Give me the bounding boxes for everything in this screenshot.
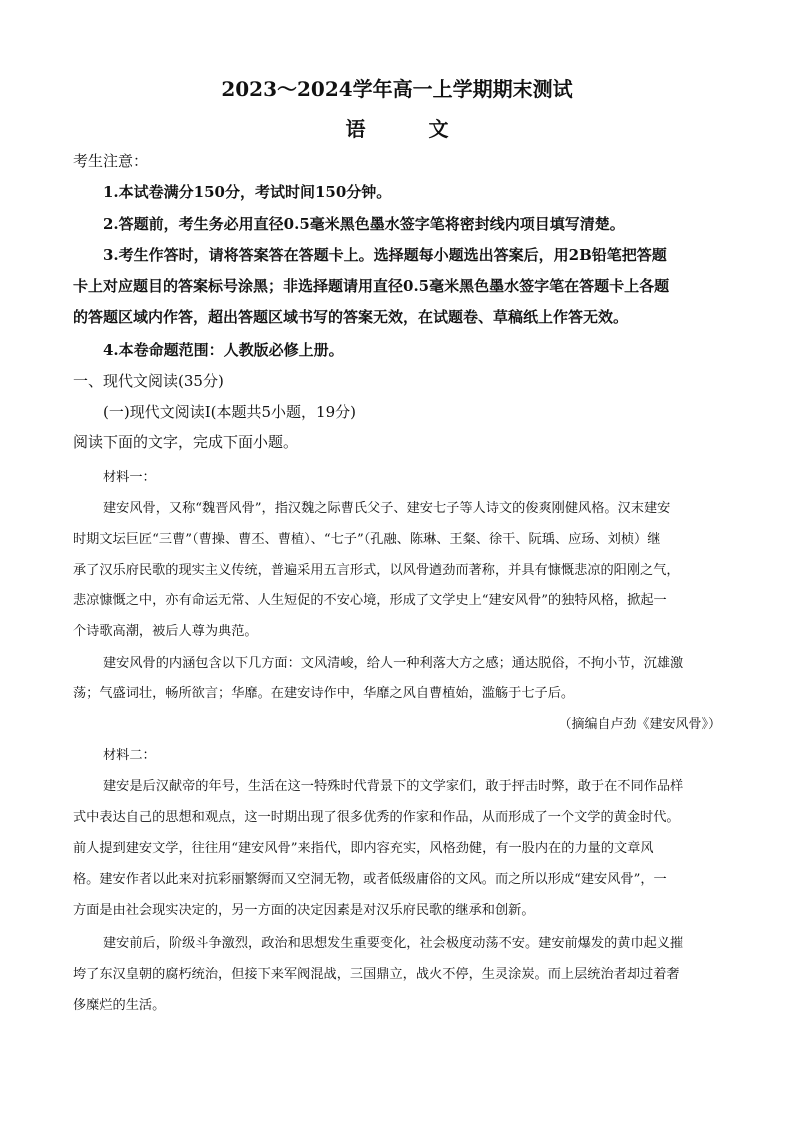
- material1-label: 材料一：: [103, 470, 156, 485]
- material1-source: （摘编自卢劲《建安风骨》）: [558, 717, 721, 732]
- reading-instruction: 阅读下面的文字，完成下面小题。: [73, 433, 299, 451]
- material2-line: 建安是后汉献帝的年号，生活在这一特殊时代背景下的文学家们，敢于抨击时弊，敢于在不同作品样: [103, 779, 684, 794]
- material1-line: 时期文坛巨匠“三曹”（曹操、曹丕、曹植）、“七子”（孔融、陈琳、王粲、徐干、阮瑀、应玚、刘桢）继: [73, 532, 661, 547]
- material1-line: 荡；气盛词壮，畅所欲言；华靡。在建安诗作中，华靡之风自曹植始，滥觞于七子后。: [73, 686, 575, 701]
- notes-item: 1.本试卷满分150分，考试时间150分钟。: [103, 183, 392, 201]
- notes-item: 3.考生作答时，请将答案答在答题卡上。选择题每小题选出答案后，用2B铅笔把答题: [103, 246, 667, 264]
- material1-line: 建安风骨，又称“魏晋风骨”，指汉魏之际曹氏父子、建安七子等人诗文的俊爽刚健风格。汉末建安: [103, 501, 671, 516]
- material1-line: 建安风骨的内涵包含以下几方面：文风清峻，给人一种利落大方之感；通达脱俗，不拘小节，沉雄激: [103, 656, 684, 671]
- material2-label: 材料二：: [103, 748, 156, 763]
- notes-item: 卡上对应题目的答案标号涂黑；非选择题请用直径0.5毫米黑色墨水签字笔在答题卡上各题: [73, 277, 670, 295]
- material2-line: 格。建安作者以此来对抗彩丽繁缛而又空洞无物，或者低级庸俗的文风。而之所以形成“建安风骨”，一: [73, 872, 667, 887]
- material2-line: 垮了东汉皇朝的腐朽统治，但接下来军阀混战，三国鼎立，战火不停，生灵涂炭。而上层统治者却过着奢: [73, 967, 680, 982]
- material2-line: 方面是由社会现实决定的，另一方面的决定因素是对汉乐府民歌的继承和创新。: [73, 903, 535, 918]
- material2-line: 侈糜烂的生活。: [73, 998, 166, 1013]
- notes-heading: 考生注意：: [73, 152, 149, 170]
- material2-line: 前人提到建安文学，往往用“建安风骨”来指代，即内容充实，风格劲健，有一股内在的力量的文章风: [73, 841, 654, 856]
- exam-title: 2023～2024学年高一上学期期末测试: [221, 77, 573, 101]
- notes-item: 4.本卷命题范围：人教版必修上册。: [103, 341, 344, 359]
- material2-line: 建安前后，阶级斗争激烈，政治和思想发生重要变化，社会极度动荡不安。建安前爆发的黄巾起义摧: [103, 936, 684, 951]
- material1-line: 承了汉乐府民歌的现实主义传统，普遍采用五言形式，以风骨遒劲而著称，并具有慷慨悲凉的阳刚之气，: [73, 563, 680, 578]
- section-subheading: (一)现代文阅读Ⅰ(本题共5小题，19分): [103, 403, 356, 421]
- subject-title: 语 文: [345, 117, 477, 141]
- material2-line: 式中表达自己的思想和观点，这一时期出现了很多优秀的作家和作品，从而形成了一个文学的黄金时代。: [73, 810, 680, 825]
- section-heading: 一、现代文阅读(35分): [73, 372, 224, 390]
- material1-line: 悲凉慷慨之中，亦有命运无常、人生短促的不安心境，形成了文学史上“建安风骨”的独特风格，掀起一: [73, 593, 667, 608]
- notes-item: 2.答题前，考生务必用直径0.5毫米黑色墨水签字笔将密封线内项目填写清楚。: [103, 215, 625, 233]
- notes-item: 的答题区域内作答，超出答题区域书写的答案无效，在试题卷、草稿纸上作答无效。: [73, 308, 629, 326]
- material1-line: 个诗歌高潮，被后人尊为典范。: [73, 624, 258, 639]
